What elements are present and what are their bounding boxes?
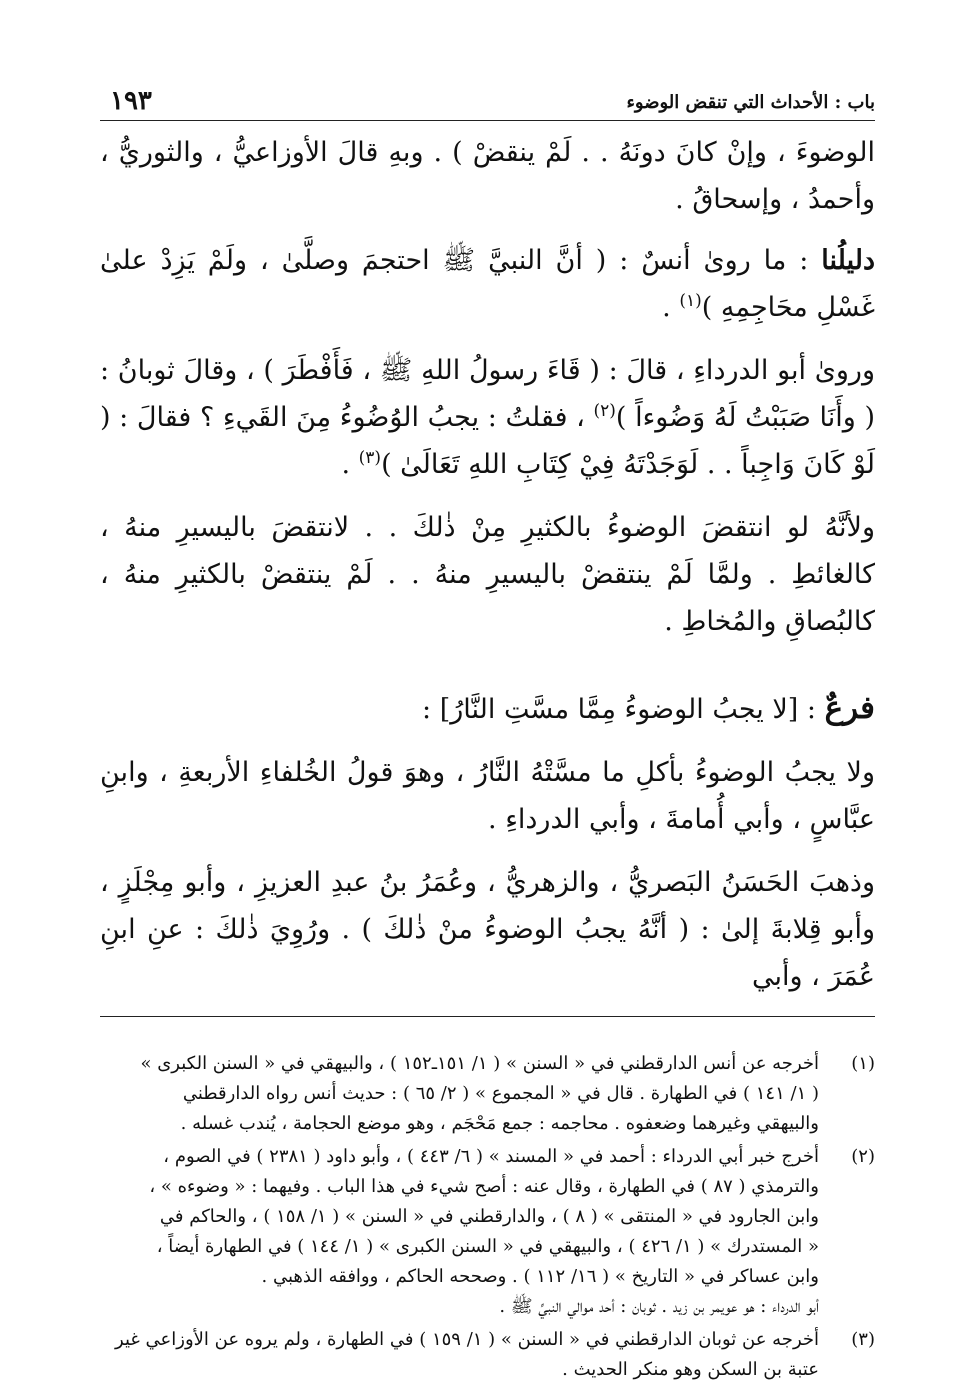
footnote-line: وابن الجارود في « المنتقى » ( ٨ ) ، والدارقطني في « السنن » ( ١/ ١٥٨ ) ، والحاكم في [159, 1206, 819, 1227]
paragraph-4: ولأنَّهُ لو انتقضَ الوضوءُ بالكثيرِ مِنْ ذٰلكَ . . لانتقضَ باليسيرِ منهُ ، كالغائطِ . ولمَّا لَمْ ينتقضْ باليسيرِ منهُ . . لَمْ ينتقضْ بالكثيرِ منهُ ، كالبُصاقِ والمُخاطِ . [100, 512, 875, 637]
footnote-line: وابن عساكر في « التاريخ » ( ١٦/ ١١٢ ) . وصححه الحاكم ، ووافقه الذهبي . [261, 1266, 819, 1287]
page-number: ١٩٣ [110, 86, 152, 116]
paragraph-3-part-c: . [341, 449, 359, 480]
section-paragraph-2: وذهبَ الحَسَنُ البَصريُّ ، والزهريُّ ، وعُمَرُ بنُ عبدِ العزيزِ ، وأبو مِجْلَزٍ ، وأبو قِلابةَ إلىٰ : ( أنَّهُ يجبُ الوضوءُ منْ ذٰلكَ ) . ورُوِيَ ذٰلكَ : عنِ ابنِ عُمَرَ ، وأبي [100, 867, 875, 992]
footnote-line: « المستدرك » ( ١/ ٤٢٦ ) ، والبيهقي في « السنن الكبرى » ( ١/ ١٤٤ ) في الطهارة أيضاً ، [156, 1236, 819, 1257]
chapter-title: باب : الأحداث التي تنقض الوضوء [626, 92, 875, 113]
footnote-line: أخرجه عن ثوبان الدارقطني في « السنن » ( ١/ ١٥٩ ) في الطهارة ، ولم يروه عن الأوزاعي غير [115, 1329, 819, 1350]
paragraph-2-end: . [662, 292, 680, 323]
footnote-line: عتبة بن السكن وهو منكر الحديث . [562, 1359, 819, 1380]
footnote-line: أخرج خبر أبي الدرداء : أحمد في « المسند » ( ٦/ ٤٤٣ ) ، وأبو داود ( ٢٣٨١ ) في الصوم ، [163, 1146, 819, 1167]
page-header [100, 80, 875, 121]
paragraph-2 [100, 237, 875, 331]
footnote-marker-3[interactable]: (٣) [358, 448, 382, 468]
section-paragraph-1: ولا يجبُ الوضوءُ بأكلِ ما مسَّتْهُ النَّارُ ، وهوَ قولُ الخُلفاءِ الأربعةِ ، وابنِ عبَّاسٍ ، وأبي أُمامةَ ، وأبي الدرداءِ . [100, 757, 875, 835]
section-lead: فرعٌ [824, 690, 875, 726]
footnote-marker-2[interactable]: (٢) [593, 401, 616, 421]
section-heading [100, 685, 875, 733]
footnote-2 [100, 1142, 875, 1322]
footnote-line: ( ١/ ١٤١ ) في الطهارة . قال في « المجموع » ( ٢/ ٦٥ ) : حديث أنس رواه الدارقطني [182, 1083, 819, 1104]
main-text [100, 129, 875, 1000]
paragraph-3-part-b: ، فقلتُ : يجبُ الوُضُوءُ مِنَ القَيءِ ؟ فقالَ : ( لَوْ كَانَ وَاجِباً . . لَوَجَدْتَهُ فِيْ كِتَابِ اللهِ تَعَالَىٰ ) [100, 402, 875, 480]
paragraph-3-part-a: وروىٰ أبو الدرداءِ ، قالَ : ( قَاءَ رسولُ اللهِ ﷺ ، فَأَفْطَرَ ) ، وقالَ ثوبانُ : ( وأَنَا صَبَبْتُ لَهُ وَضُوءاً ) [100, 355, 875, 433]
footnote-line: أخرجه عن أنس الدارقطني في « السنن » ( ١/ ١٥١ـ١٥٢ ) ، والبيهقي في « السنن الكبرى » [140, 1053, 819, 1074]
footnote-body [100, 1142, 819, 1322]
footnote-line: أبو الدرداء : هو عويمر بن زيد . ثوبان : أحد موالي النبيِّ ﷺ . [499, 1296, 819, 1317]
paragraph-2-text: : ما روىٰ أنسٌ : ( أنَّ النبيَّ ﷺ احتجمَ وصلَّىٰ ، ولَمْ يَزِدْ علىٰ غَسْلِ محَاجِمِهِ ) [100, 245, 875, 323]
footnote-number: (١) [851, 1053, 875, 1074]
footnote-number: (٣) [851, 1329, 875, 1350]
book-page [100, 80, 875, 1388]
footnote-divider [100, 1016, 875, 1017]
footnote-line: والبيهقي وغيرهما وضعفوه . محاجمه : جمع مَحْجَم ، وهو موضع الحجامة ، يُندب غسله . [180, 1113, 819, 1134]
footnote-number: (٢) [851, 1146, 875, 1167]
section-title: : [لا يجبُ الوضوءُ مِمَّا مسَّتِ النَّارُ] : [422, 694, 825, 725]
evidence-lead: دليلُنا [821, 245, 875, 276]
paragraph-1: الوضوءَ ، وإنْ كانَ دونَهُ . . لَمْ ينقضْ ) . وبهِ قالَ الأوزاعيُّ ، والثوريُّ ، وأحمدُ ، وإسحاقُ . [100, 137, 875, 215]
footnote-line: والترمذي ( ٨٧ ) في الطهارة ، وقال عنه : أصح شيء في هذا الباب . وفيهما : « وضوءه » ، [149, 1176, 819, 1197]
footnote-marker-1[interactable]: (١) [679, 291, 702, 311]
paragraph-3 [100, 347, 875, 488]
footnote-3 [100, 1325, 875, 1385]
footnote-1 [100, 1049, 875, 1139]
footnote-body [100, 1049, 819, 1139]
footnote-body [100, 1325, 819, 1385]
footnotes [100, 1049, 875, 1385]
